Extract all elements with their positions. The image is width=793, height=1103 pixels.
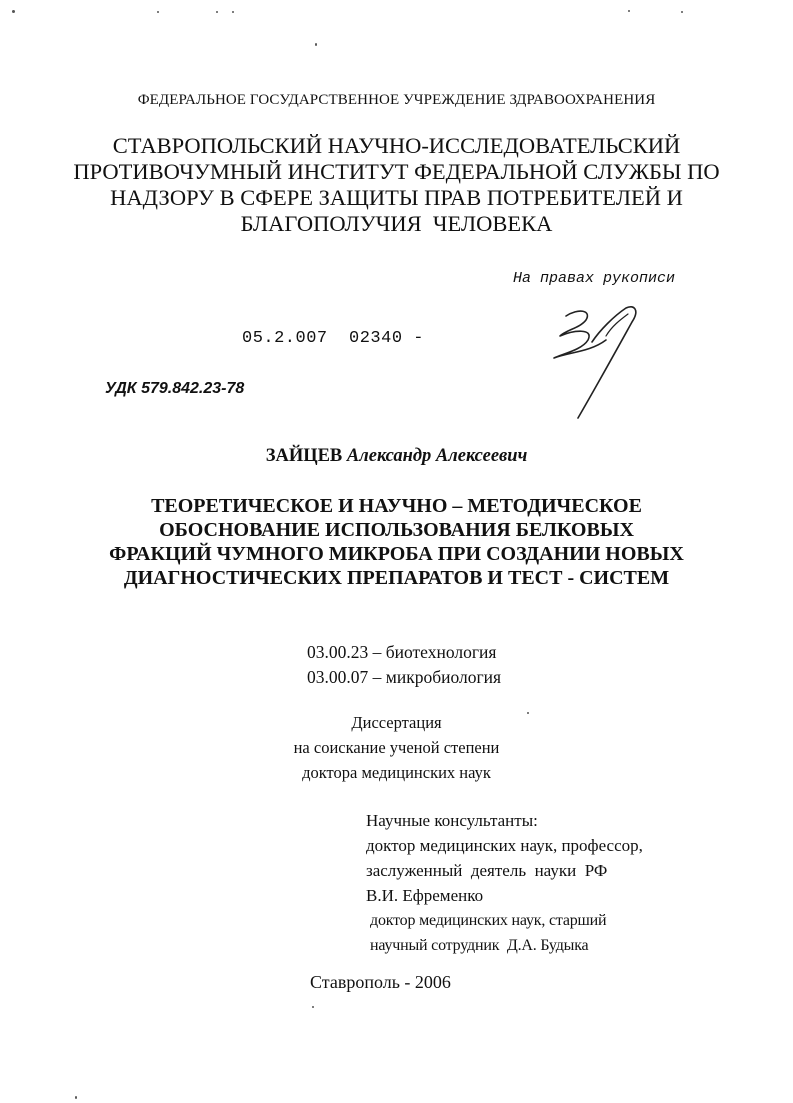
institute-line: ПРОТИВОЧУМНЫЙ ИНСТИТУТ ФЕДЕРАЛЬНОЙ СЛУЖБЫ ПО xyxy=(73,159,720,184)
scan-speck xyxy=(157,11,159,13)
scan-speck xyxy=(75,1096,77,1099)
scan-speck xyxy=(315,43,317,46)
title-line: ДИАГНОСТИЧЕСКИХ ПРЕПАРАТОВ И ТЕСТ - СИСТЕМ xyxy=(123,567,670,589)
consultants-heading: Научные консультанты: xyxy=(366,811,538,830)
dissertation-degree xyxy=(0,710,793,785)
institute-line: СТАВРОПОЛЬСКИЙ НАУЧНО-ИССЛЕДОВАТЕЛЬСКИЙ xyxy=(112,133,681,158)
title-line: ФРАКЦИЙ ЧУМНОГО МИКРОБА ПРИ СОЗДАНИИ НОВЫХ xyxy=(109,543,684,565)
specialty-line: 03.00.07 – микробиология xyxy=(307,667,502,687)
consultant-line: научный сотрудник Д.А. Будыка xyxy=(370,937,589,954)
signature-image xyxy=(548,300,658,420)
consultant-line: доктор медицинских наук, старший xyxy=(370,912,607,929)
institute-line: БЛАГОПОЛУЧИЯ ЧЕЛОВЕКА xyxy=(240,211,553,236)
author-name xyxy=(0,446,793,467)
degree-line: Диссертация xyxy=(351,713,442,732)
scan-speck xyxy=(216,11,218,13)
udk-code: УДК 579.842.23-78 xyxy=(105,380,245,397)
author-surname: ЗАЙЦЕВ xyxy=(265,446,343,466)
institute-line: НАДЗОРУ В СФЕРЕ ЗАЩИТЫ ПРАВ ПОТРЕБИТЕЛЕЙ И xyxy=(110,185,683,210)
registration-number: 05.2.007 02340 - xyxy=(242,329,424,348)
specialty-codes xyxy=(307,640,501,690)
institute-name xyxy=(0,133,793,237)
scan-speck xyxy=(12,10,15,13)
place-year: Ставрополь - 2006 xyxy=(310,972,451,992)
rights-note: На правах рукописи xyxy=(513,270,676,287)
agency-line: ФЕДЕРАЛЬНОЕ ГОСУДАРСТВЕННОЕ УЧРЕЖДЕНИЕ ЗДРАВООХРАНЕНИЯ xyxy=(137,92,656,108)
scientific-consultants xyxy=(366,808,643,958)
scan-speck xyxy=(681,11,683,13)
specialty-line: 03.00.23 – биотехнология xyxy=(307,642,497,662)
dissertation-title xyxy=(0,494,793,590)
title-line: ОБОСНОВАНИЕ ИСПОЛЬЗОВАНИЯ БЕЛКОВЫХ xyxy=(159,519,634,541)
consultant-line: В.И. Ефременко xyxy=(366,886,484,905)
degree-line: доктора медицинских наук xyxy=(302,763,491,782)
scan-speck xyxy=(232,11,234,13)
degree-line: на соискание ученой степени xyxy=(293,738,500,757)
consultant-line: заслуженный деятель науки РФ xyxy=(366,861,608,880)
scan-speck xyxy=(628,10,630,12)
title-line: ТЕОРЕТИЧЕСКОЕ И НАУЧНО – МЕТОДИЧЕСКОЕ xyxy=(151,495,642,517)
author-given-names: Александр Алексеевич xyxy=(346,446,528,466)
scan-speck xyxy=(312,1006,314,1008)
consultant-line: доктор медицинских наук, профессор, xyxy=(366,836,643,855)
